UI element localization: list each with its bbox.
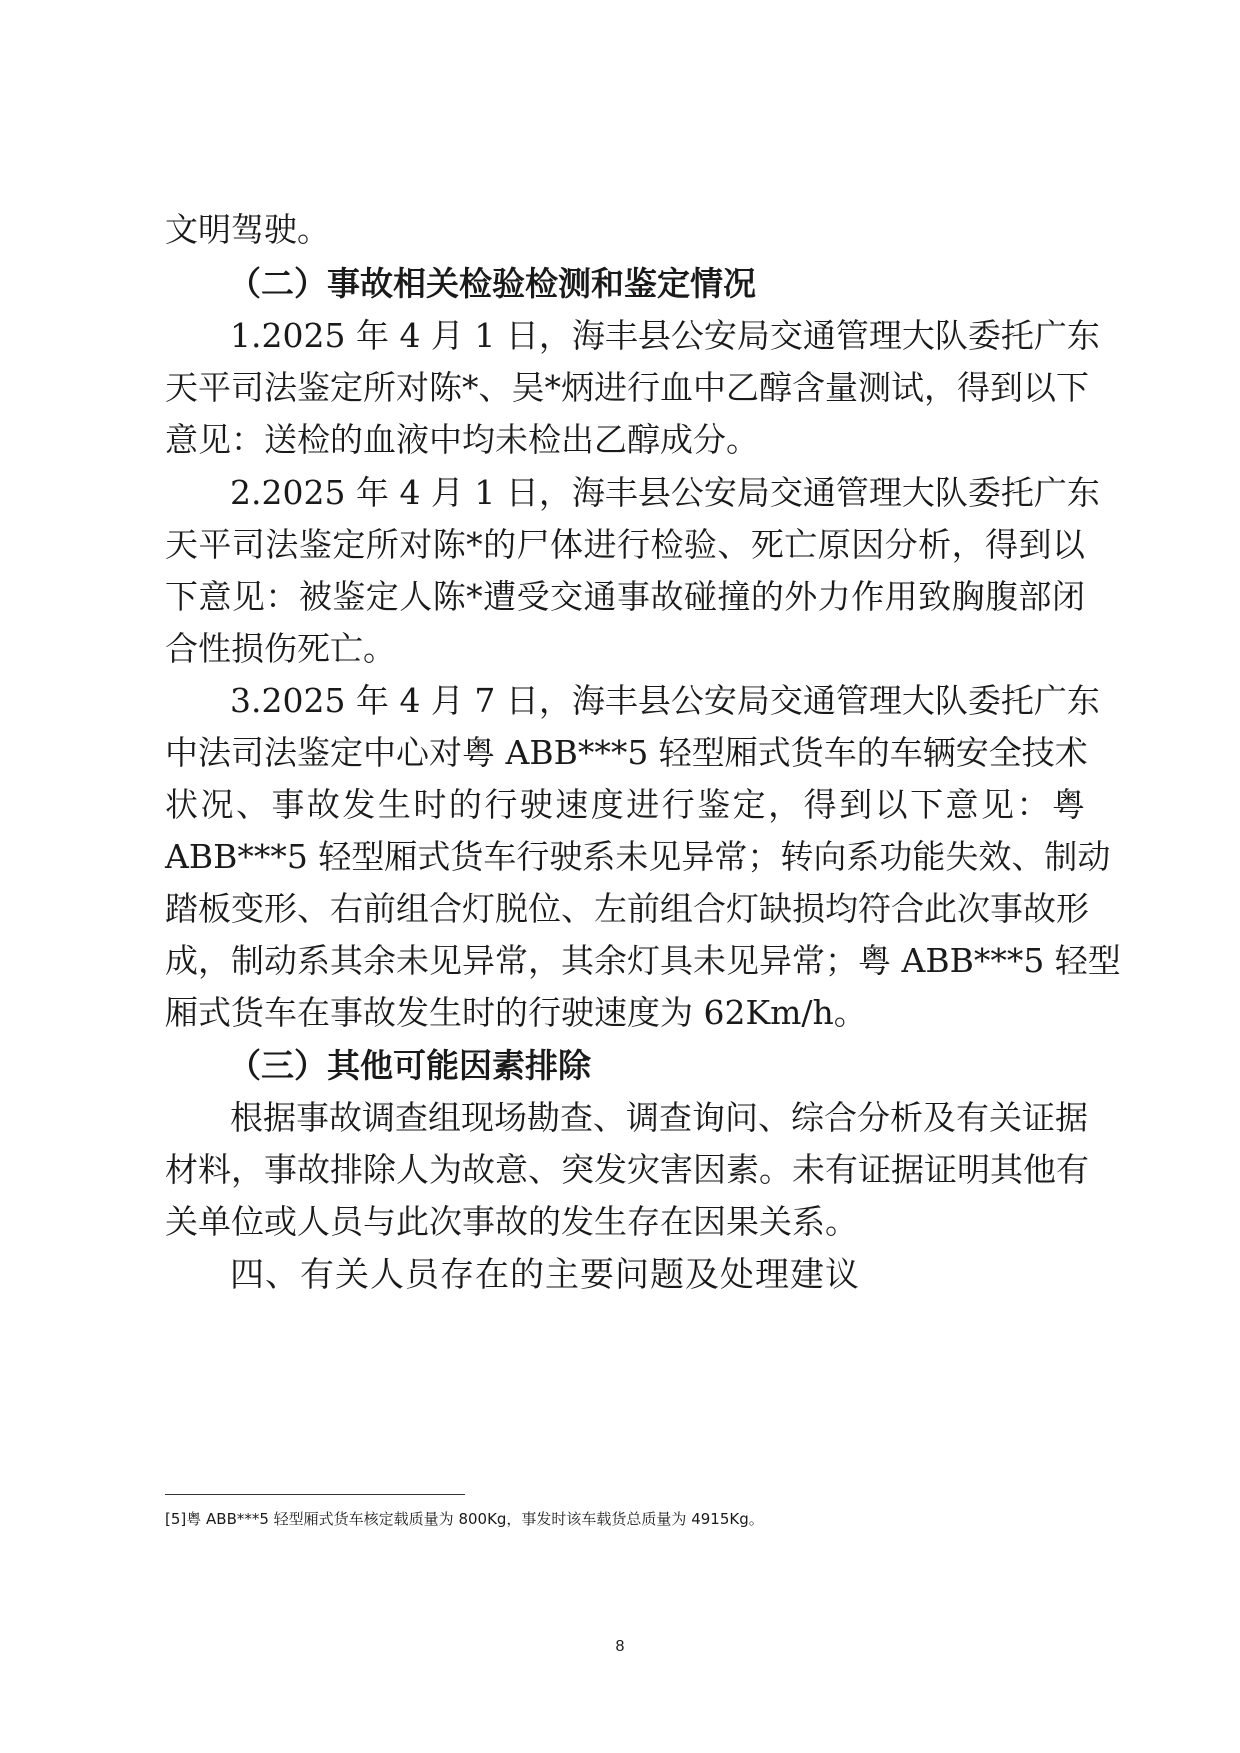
- paragraph-line: 天平司法鉴定所对陈*的尸体进行检验、死亡原因分析，得到以: [165, 525, 1085, 564]
- paragraph-line: 天平司法鉴定所对陈*、吴*炳进行血中乙醇含量测试，得到以下: [165, 368, 1089, 407]
- paragraph-line: 下意见：被鉴定人陈*遭受交通事故碰撞的外力作用致胸腹部闭: [165, 577, 1085, 616]
- paragraph-line: 合性损伤死亡。: [165, 629, 396, 668]
- paragraph-line: 2.2025 年 4 月 1 日，海丰县公安局交通管理大队委托广东: [230, 473, 1100, 512]
- paragraph-line: 踏板变形、右前组合灯脱位、左前组合灯缺损均符合此次事故形: [165, 889, 1089, 928]
- paragraph-line: ABB***5 轻型厢式货车行驶系未见异常；转向系功能失效、制动: [165, 837, 1111, 876]
- paragraph-line: 材料，事故排除人为故意、突发灾害因素。未有证据证明其他有: [165, 1150, 1089, 1189]
- paragraph-line: 关单位或人员与此次事故的发生存在因果关系。: [165, 1202, 858, 1241]
- paragraph-line: 中法司法鉴定中心对粤 ABB***5 轻型厢式货车的车辆安全技术: [165, 733, 1088, 772]
- page-number: 8: [615, 1638, 625, 1655]
- footnote: [5]粤 ABB***5 轻型厢式货车核定载质量为 800Kg，事发时该车载货总质量为 4915Kg。: [165, 1510, 764, 1528]
- paragraph-line: 根据事故调查组现场勘查、调查询问、综合分析及有关证据: [230, 1098, 1088, 1137]
- paragraph-line: 文明驾驶。: [165, 210, 330, 249]
- paragraph-line: 状况、事故发生时的行驶速度进行鉴定，得到以下意见：粤: [165, 785, 1085, 824]
- paragraph-line: 成，制动系其余未见异常，其余灯具未见异常；粤 ABB***5 轻型: [165, 941, 1121, 980]
- section-heading-2: （二）事故相关检验检测和鉴定情况: [228, 264, 756, 303]
- section-heading-3: （三）其他可能因素排除: [228, 1046, 591, 1085]
- paragraph-line: 厢式货车在事故发生时的行驶速度为 62Km/h。: [165, 993, 867, 1032]
- paragraph-line: 3.2025 年 4 月 7 日，海丰县公安局交通管理大队委托广东: [230, 681, 1100, 720]
- footnote-divider: [165, 1494, 465, 1495]
- paragraph-line: 意见：送检的血液中均未检出乙醇成分。: [165, 420, 759, 459]
- chapter-heading: 四、有关人员存在的主要问题及处理建议: [230, 1255, 860, 1295]
- paragraph-line: 1.2025 年 4 月 1 日，海丰县公安局交通管理大队委托广东: [230, 316, 1100, 355]
